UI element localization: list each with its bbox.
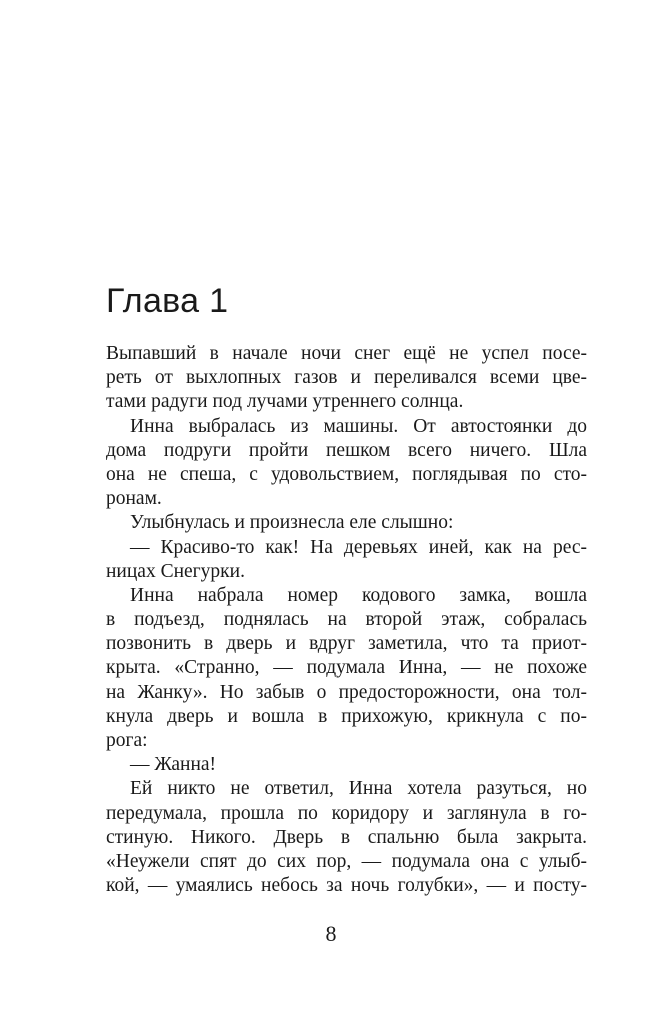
text-line: дома подруги пройти пешком всего ничего. Шла <box>106 439 587 461</box>
text-line: Ей никто не ответил, Инна хотела разуться, но <box>130 778 587 800</box>
text-line: кой, — умаялись небось за ночь голубки», — и посту- <box>106 875 587 897</box>
text-line: стиную. Никого. Дверь в спальню была закрыта. <box>106 826 587 848</box>
text-line: — Жанна! <box>130 754 217 776</box>
text-line: — Красиво-то как! На деревьях иней, как на рес- <box>130 536 587 558</box>
chapter-title: Глава 1 <box>106 282 229 320</box>
text-line: Улыбнулась и произнесла еле слышно: <box>130 512 454 534</box>
text-line: «Неужели спят до сих пор, — подумала она с улыб- <box>106 850 587 872</box>
text-line: реть от выхлопных газов и переливался всеми цве- <box>106 367 587 389</box>
body-text <box>106 342 587 898</box>
text-line: Инна набрала номер кодового замка, вошла <box>130 584 587 606</box>
text-line: Выпавший в начале ночи снег ещё не успел посе- <box>106 343 587 364</box>
text-line: она не спеша, с удовольствием, поглядывая по сто- <box>106 463 587 485</box>
text-line: крыта. «Странно, — подумала Инна, — не похоже <box>106 657 587 679</box>
text-line: кнула дверь и вошла в прихожую, крикнула с по- <box>106 705 587 727</box>
text-line: передумала, прошла по коридору и заглянула в го- <box>106 802 587 824</box>
text-line: ронам. <box>106 488 162 510</box>
text-line: ницах Снегурки. <box>106 560 245 582</box>
text-line: на Жанку». Но забыв о предосторожности, она тол- <box>106 681 587 703</box>
text-line: тами радуги под лучами утреннего солнца. <box>106 391 464 413</box>
text-line: позвонить в дверь и вдруг заметила, что та приот- <box>106 633 587 655</box>
text-line: в подъезд, поднялась на второй этаж, собралась <box>106 609 587 631</box>
page-number: 8 <box>325 921 337 946</box>
text-line: Инна выбралась из машины. От автостоянки до <box>130 415 587 437</box>
text-line: рога: <box>106 730 148 751</box>
